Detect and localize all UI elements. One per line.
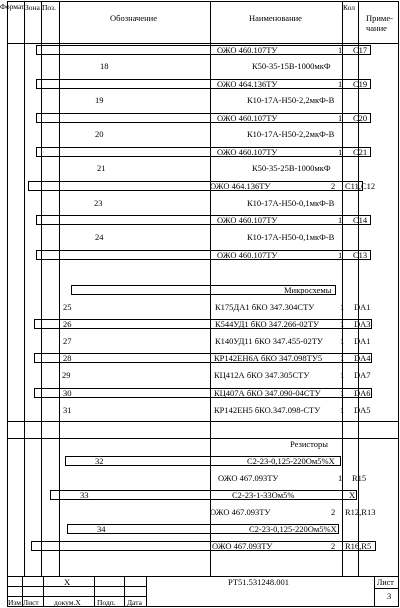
row-name: КЦ412А бКО 347.305СТУ [214,370,310,380]
header-note: Приме- чание [366,13,393,33]
row-name: ОЖО 460.107ТУ [217,250,278,260]
row-qty: 1 [338,215,343,225]
row-note: C17 [353,45,368,55]
row-note: DA4 [354,353,371,363]
footer-data: Дата [127,598,142,607]
row-qty: 1 [338,147,343,157]
row-qty: 1 [338,250,343,260]
row-name: КР142ЕН5 бКО.347.098-СТУ [214,405,321,415]
row-pos: 24 [95,232,104,242]
footer-line [124,576,125,607]
row-name: ОЖО 467.093ТУ [212,541,273,551]
footer-sheet-number: 3 [387,591,392,601]
row-name: К140УД11 бКО 347.455-02ТУ [215,336,323,346]
row-name: К10-17А-Н50-0,1мкФ-В [247,232,335,242]
footer-line [94,576,95,607]
row-note: Х [349,490,356,500]
row-pos: 34 [97,524,106,534]
row-box [36,215,371,225]
header-qty: Кол [343,3,356,12]
row-qty: 1 [338,45,343,55]
row-pos: 33 [80,490,89,500]
row-pos: 32 [95,456,104,466]
row-name: КР142ЕН6А бКО 347.098ТУ5 [214,353,323,363]
row-note: DA5 [354,405,371,415]
row-name: ОЖО 464.136ТУ [217,79,278,89]
header-pos: Поз. [42,3,57,12]
row-note: C13 [353,250,368,260]
row-name: ОЖО 460.107ТУ [217,113,278,123]
row-pos: 28 [63,353,72,363]
row-pos: 29 [62,370,71,380]
footer-doc-number: РТ51.531248.001 [228,577,290,587]
row-box [36,79,371,89]
row-box [28,181,363,191]
row-name: К10-17А-Н50-0,1мкФ-В [247,198,335,208]
row-pos: 19 [95,95,104,105]
row-pos: 27 [63,336,72,346]
row-qty: 1 [340,353,345,363]
footer-line [7,586,147,587]
row-name: ОЖО 464.136ТУ [210,181,271,191]
footer-line [43,576,44,607]
row-name: КЦ407А бКО 347.090-04СТУ [214,388,321,398]
row-box [36,147,371,157]
row-pos: 23 [94,198,103,208]
footer-izm: Изм [8,598,22,607]
row-note: R12,R13 [345,507,376,517]
row-pos: 30 [63,388,72,398]
row-note: C21 [353,147,368,157]
row-qty: 2 [331,541,336,551]
row-name: ОЖО 460.107ТУ [217,215,278,225]
footer-line [374,588,399,589]
row-note: R15 [352,473,367,483]
col-line [24,1,25,576]
row-pos: 25 [63,302,72,312]
row-note: C11,C12 [345,181,376,191]
row-qty: 1 [338,79,343,89]
section-resistors: Резисторы [290,439,328,449]
footer-sheet-label: Лист [377,578,394,587]
row-name: К175ДА1 бКО 347.304СТУ [215,302,315,312]
footer-podp: Подп. [97,598,116,607]
row-qty: 2 [331,507,336,517]
footer-x: Х [64,577,71,587]
row-name: ОЖО 460.107ТУ [217,147,278,157]
footer-line [374,576,375,607]
row-pos: 18 [100,61,109,71]
row-note: R16,R5 [345,541,372,551]
row-name: С2-23-1-33Ом5% [232,490,295,500]
row-qty: 1 [340,405,345,415]
row-qty: 2 [331,181,336,191]
row-name: ОЖО 460.107ТУ [217,45,278,55]
header-designation: Обозначение [110,13,157,23]
header-format: Формат [0,2,25,11]
section-line [7,438,399,439]
row-box [34,319,372,329]
row-name: К50-35-15В-1000мкФ [252,61,331,71]
row-name: К544УД1 бКО 347.266-02ТУ [215,319,319,329]
section-line [7,421,399,422]
row-box [36,113,371,123]
row-box [34,388,372,398]
row-box [50,490,357,500]
row-name: ОЖО 467.093ТУ [218,473,279,483]
row-qty: 1 [338,473,343,483]
row-note: DA7 [354,370,371,380]
row-box [36,250,371,260]
row-qty: 1 [338,113,343,123]
row-note: C19 [353,79,368,89]
footer-list: Лист [23,598,39,607]
row-name: ОЖО 467.093ТУ [210,507,271,517]
row-qty: 1 [340,370,345,380]
row-pos: 21 [97,163,106,173]
row-note: DA1 [354,336,371,346]
row-name: К50-35-25В-1000мкФ [252,163,331,173]
footer-line [7,596,147,597]
row-name: С2-23-0,125-220Ом5%Х [249,524,337,534]
footer-docum: докум.Х [54,598,81,607]
footer-line [146,576,147,607]
row-note: C14 [353,215,368,225]
row-qty: 1 [340,319,345,329]
header-zone: Зона [25,3,40,12]
row-note: DA3 [354,319,371,329]
section-microcircuits: Микросхемы [284,285,332,295]
row-name: К10-17А-Н50-2,2мкФ-В [247,129,335,139]
row-qty: 1 [340,388,345,398]
row-qty: 1 [340,302,345,312]
row-pos: 20 [95,129,104,139]
row-box [36,45,371,55]
row-qty: 1 [340,336,345,346]
header-name: Наименование [249,13,302,23]
row-name: С2-23-0,125-220Ом5%Х [247,456,335,466]
row-pos: 26 [63,319,72,329]
row-name: К10-17А-Н50-2,2мкФ-В [247,95,335,105]
header-divider [7,43,399,44]
row-note: DA1 [354,302,371,312]
row-note: DA6 [354,388,371,398]
row-pos: 31 [63,405,72,415]
row-note: C20 [353,113,368,123]
row-box [31,541,376,551]
